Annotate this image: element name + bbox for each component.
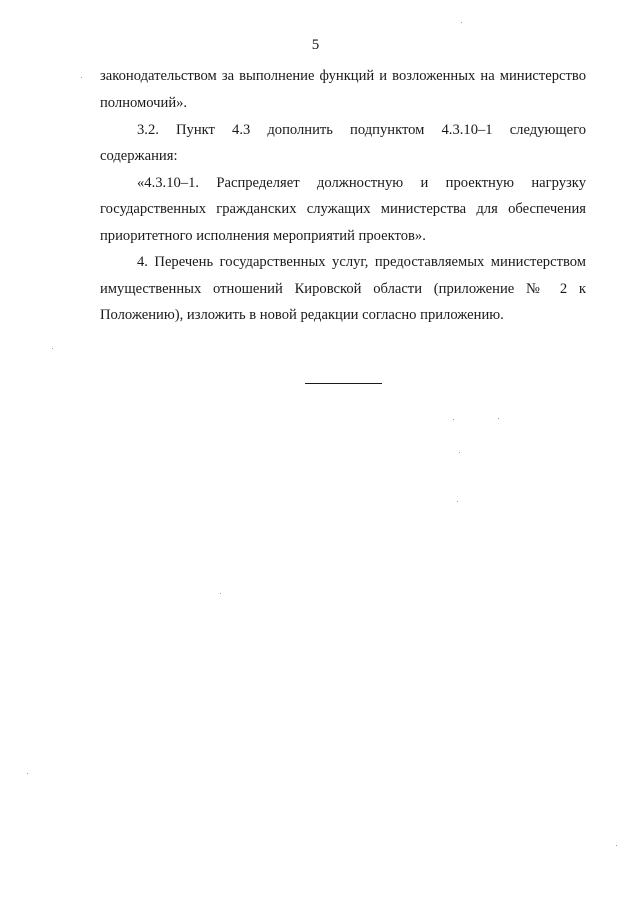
scan-speck [457,501,458,502]
scan-speck [453,419,454,420]
paragraph-2-line-1: 3.2. Пункт 4.3 дополнить подпунктом 4.3.10–1 следующего [137,122,586,138]
paragraph-4-line-1: 4. Перечень государственных услуг, предоставляемых министерством [137,254,586,270]
paragraph-3-line-2: государственных гражданских служащих министерства для обеспечения [100,201,586,217]
paragraph-2-line-2: содержания: [100,148,178,164]
paragraph-1-line-2: полномочий». [100,95,188,111]
paragraph-1-line-1: законодательством за выполнение функций и возложенных на министерство [100,68,586,84]
paragraph-4-line-3: Положению), изложить в новой редакции согласно приложению. [100,307,504,323]
scan-speck [459,452,460,453]
scan-speck [52,348,53,349]
scan-speck [220,593,221,594]
scan-speck [616,845,617,846]
paragraph-4-line-2: имущественных отношений Кировской области (приложение № 2 к [100,281,586,297]
paragraph-3-line-1: «4.3.10–1. Распределяет должностную и проектную нагрузку [137,175,586,191]
paragraph-3-line-3: приоритетного исполнения мероприятий проектов». [100,228,426,244]
scan-speck [27,773,28,774]
scan-speck [498,418,499,419]
page-number: 5 [311,37,320,53]
scan-speck [461,22,462,23]
closing-divider-line [305,383,382,384]
scan-speck [81,77,82,78]
